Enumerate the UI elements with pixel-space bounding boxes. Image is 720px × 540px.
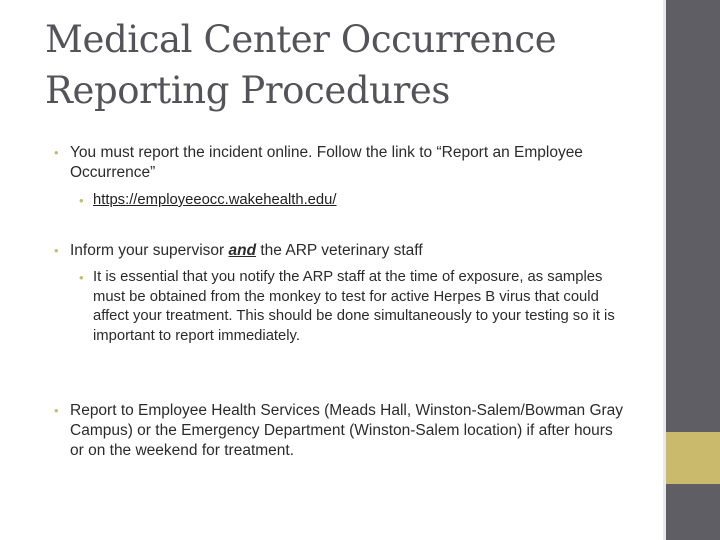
sub-bullet-link <box>79 191 633 211</box>
bullet-text-after: the ARP veterinary staff <box>256 242 423 259</box>
bullet-text-before: Inform your supervisor <box>70 242 229 259</box>
bullet-dot-icon: • <box>54 145 59 160</box>
bullet-employee-health <box>54 401 630 461</box>
bullet-dot-icon: • <box>79 270 84 285</box>
bullet-inform-supervisor <box>54 241 630 261</box>
employee-occurrence-link[interactable]: https://employeeocc.wakehealth.edu/ <box>93 192 337 208</box>
bullet-text: You must report the incident online. Follow the link to “Report an Employee Occurrence” <box>70 144 583 181</box>
title-line-1: Medical Center Occurrence <box>45 18 557 61</box>
bullet-dot-icon: • <box>79 193 84 208</box>
title-line-2: Reporting Procedures <box>45 69 450 112</box>
bullet-text: Report to Employee Health Services (Meads Hall, Winston-Salem/Bowman Gray Campus) or the Emergency Department (Winston-Salem location) if after hours or on the weekend for treatment. <box>70 402 624 459</box>
bullet-emphasis: and <box>228 242 257 259</box>
bullet-report-online <box>54 143 630 183</box>
bullet-dot-icon: • <box>54 403 59 418</box>
sub-bullet-text: It is essential that you notify the ARP staff at the time of exposure, as samples must be obtained from the monkey to test for active Herpes B virus that could affect your treatment. This should be done simultaneously to your testing so it is important to report immediately. <box>93 269 615 344</box>
bullet-dot-icon: • <box>54 243 59 258</box>
side-bar-accent <box>666 432 720 484</box>
sub-bullet-arp-notice <box>79 268 633 346</box>
